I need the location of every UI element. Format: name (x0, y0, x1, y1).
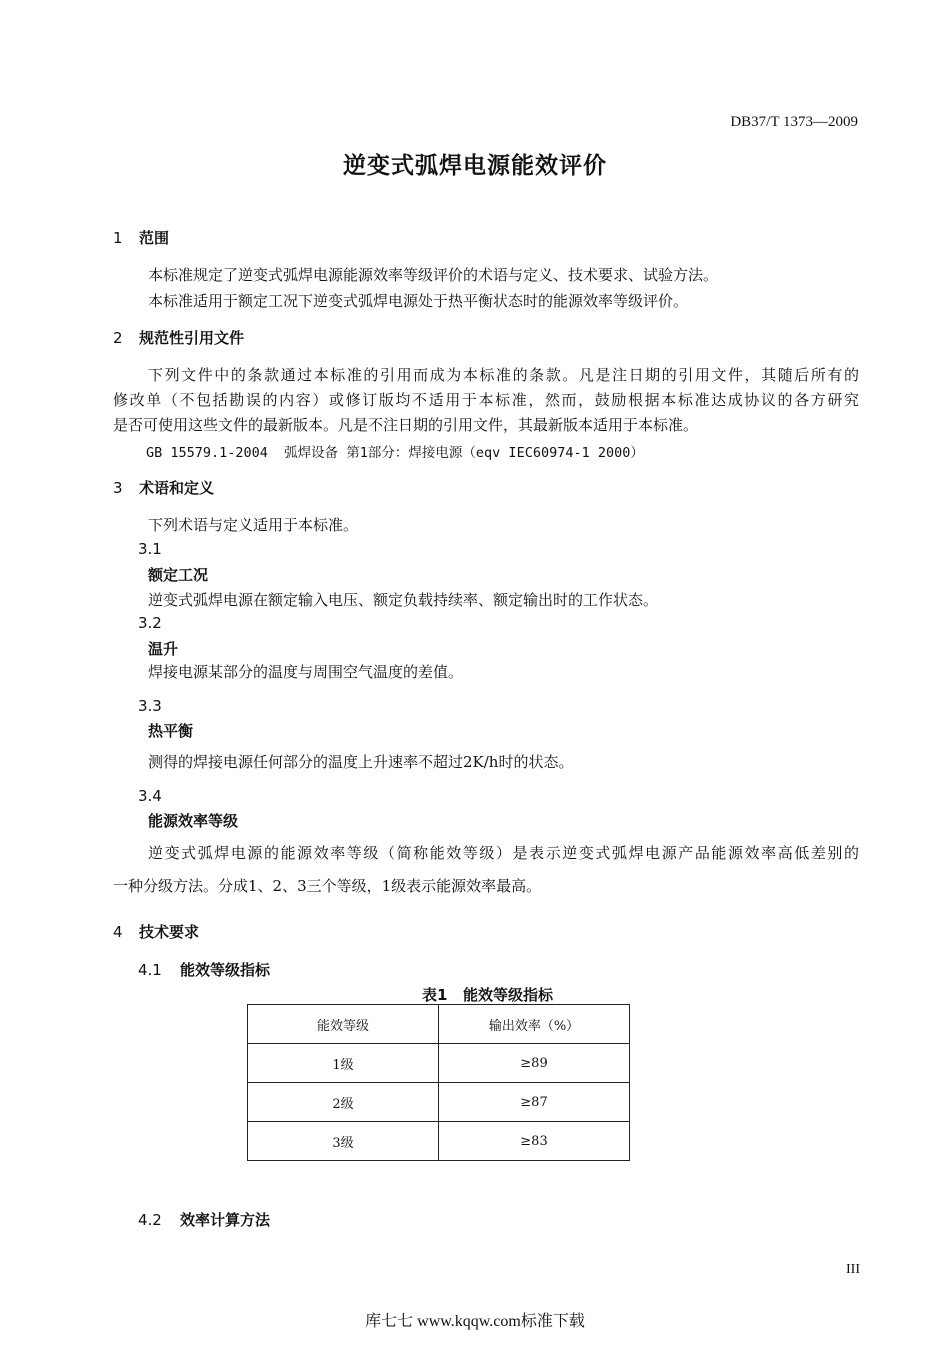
subsection-title: 能效等级指标 (180, 961, 271, 979)
standard-code: DB37/T 1373—2009 (730, 114, 858, 130)
section-title: 规范性引用文件 (139, 329, 245, 347)
section-number: 4 (113, 923, 123, 941)
document-title: 逆变式弧焊电源能效评价 (343, 153, 607, 179)
section-number: 3 (113, 479, 123, 497)
section-4-heading (113, 921, 199, 942)
term-definition: 测得的焊接电源任何部分的温度上升速率不超过2K/h时的状态。 (148, 753, 574, 771)
section-1-heading (113, 227, 169, 248)
table-cell: ≥89 (439, 1044, 630, 1083)
subsection-4-2-heading (138, 1209, 270, 1230)
section-1-paragraph: 本标准适用于额定工况下逆变式弧焊电源处于热平衡状态时的能源效率等级评价。 (148, 292, 689, 310)
table-cell: ≥87 (439, 1083, 630, 1122)
section-2-heading (113, 327, 244, 348)
table-cell: ≥83 (439, 1122, 630, 1161)
subsection-number: 4.2 (138, 1211, 162, 1229)
table-row (248, 1083, 630, 1122)
term-number: 3.2 (138, 614, 162, 632)
term-number: 3.4 (138, 787, 162, 805)
footer-watermark: 库七七 www.kqqw.com标准下载 (365, 1313, 585, 1330)
normative-reference: GB 15579.1-2004 弧焊设备 第1部分：焊接电源（eqv IEC60974-1 2000） (146, 445, 644, 461)
term-definition: 逆变式弧焊电源在额定输入电压、额定负载持续率、额定输出时的工作状态。 (148, 591, 659, 609)
table-cell: 3级 (248, 1122, 439, 1161)
section-2-paragraph-line: 修改单（不包括勘误的内容）或修订版均不适用于本标准，然而，鼓励根据本标准达成协议的各方研究 (113, 391, 859, 409)
table-cell: 2级 (248, 1083, 439, 1122)
table-header-cell: 输出效率（%） (439, 1005, 630, 1044)
section-title: 术语和定义 (139, 479, 215, 497)
term-title: 热平衡 (148, 722, 194, 740)
section-number: 1 (113, 229, 123, 247)
table-row (248, 1122, 630, 1161)
table-caption: 表1 能效等级指标 (421, 986, 554, 1004)
section-2-paragraph-line: 是否可使用这些文件的最新版本。凡是不注日期的引用文件，其最新版本适用于本标准。 (113, 416, 699, 434)
section-number: 2 (113, 329, 123, 347)
efficiency-grade-table (247, 1004, 630, 1161)
table-header-cell: 能效等级 (248, 1005, 439, 1044)
term-definition: 焊接电源某部分的温度与周围空气温度的差值。 (148, 663, 464, 681)
subsection-number: 4.1 (138, 961, 162, 979)
table-cell: 1级 (248, 1044, 439, 1083)
section-title: 范围 (139, 229, 170, 247)
page-number: III (846, 1262, 860, 1277)
section-title: 技术要求 (139, 923, 200, 941)
term-definition-line: 一种分级方法。分成1、2、3三个等级，1级表示能源效率最高。 (113, 877, 542, 895)
section-3-intro: 下列术语与定义适用于本标准。 (148, 516, 359, 534)
section-1-paragraph: 本标准规定了逆变式弧焊电源能源效率等级评价的术语与定义、技术要求、试验方法。 (148, 266, 719, 284)
subsection-4-1-heading (138, 959, 270, 980)
term-definition-line: 逆变式弧焊电源的能源效率等级（简称能效等级）是表示逆变式弧焊电源产品能源效率高低差别的 (148, 844, 859, 862)
term-title: 额定工况 (148, 566, 209, 584)
table-row (248, 1044, 630, 1083)
subsection-title: 效率计算方法 (180, 1211, 271, 1229)
section-3-heading (113, 477, 214, 498)
term-number: 3.1 (138, 540, 162, 558)
term-title: 温升 (148, 640, 179, 658)
table-header-row (248, 1005, 630, 1044)
term-title: 能源效率等级 (148, 812, 239, 830)
section-2-paragraph-line: 下列文件中的条款通过本标准的引用而成为本标准的条款。凡是注日期的引用文件，其随后所有的 (148, 366, 859, 384)
term-number: 3.3 (138, 697, 162, 715)
